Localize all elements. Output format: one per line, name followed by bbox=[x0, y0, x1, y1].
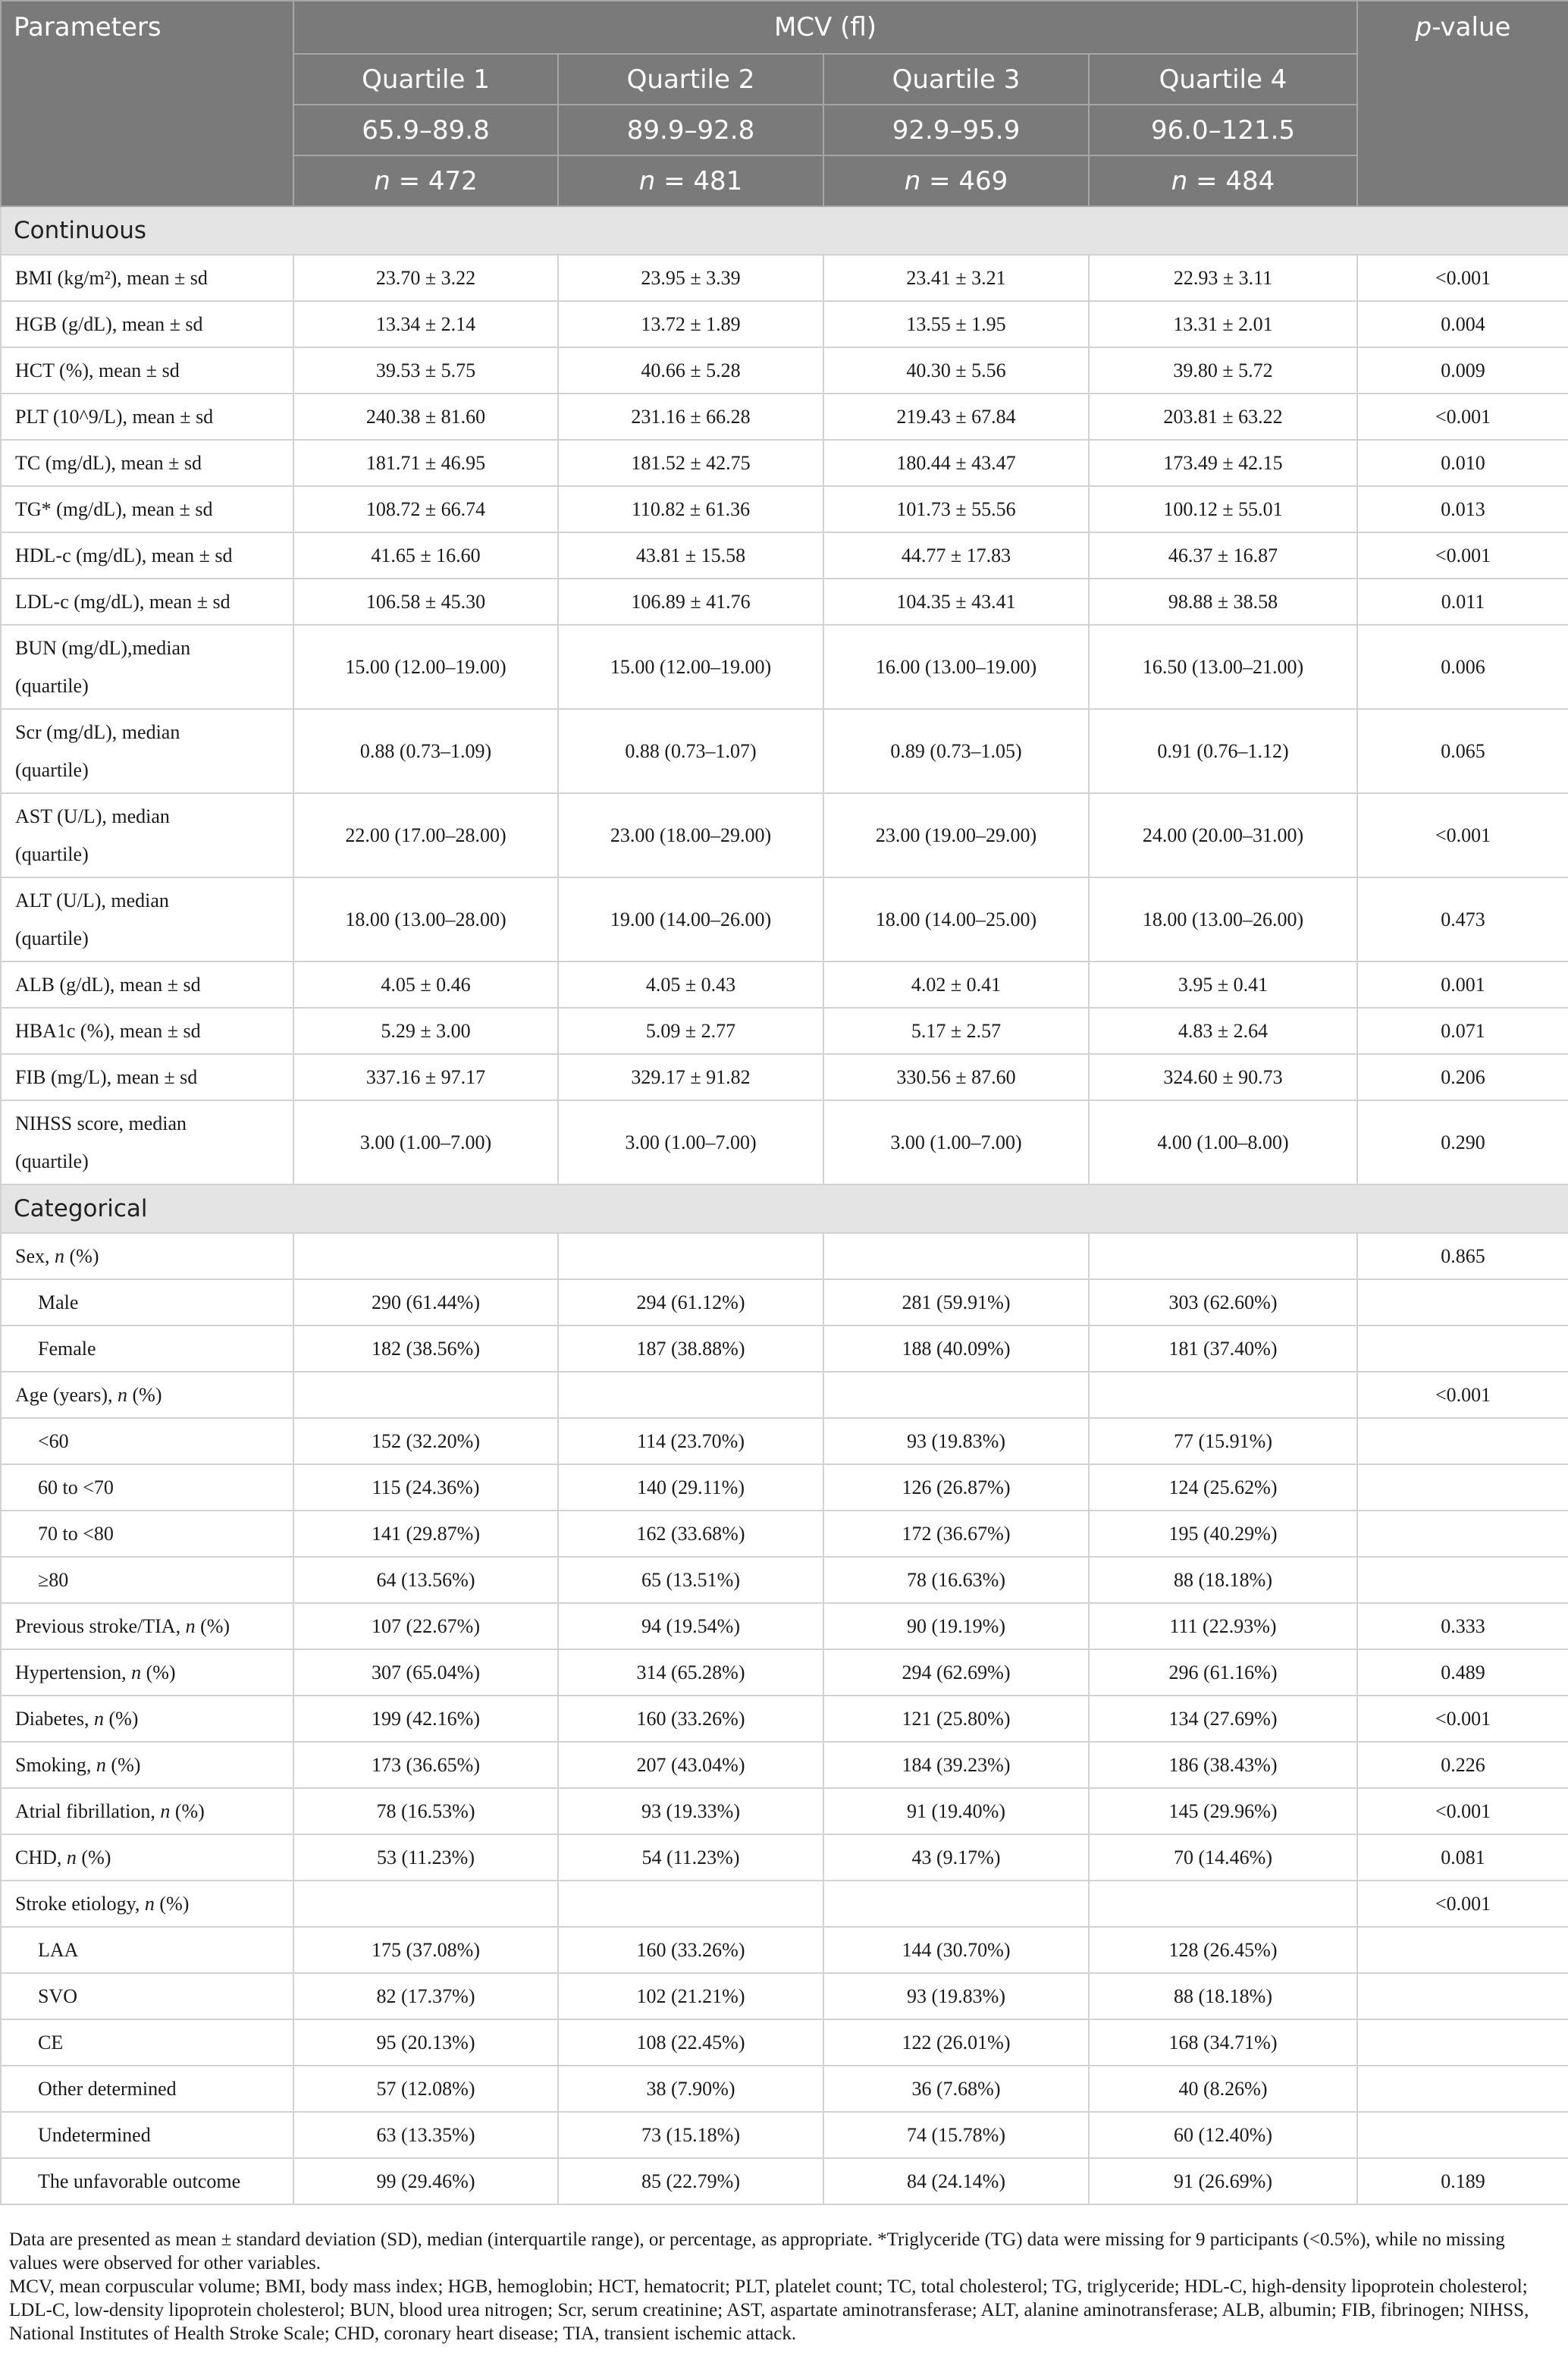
quartile-value-cell: 23.00 (19.00–29.00) bbox=[823, 793, 1089, 877]
quartile-value-cell: 40.66 ± 5.28 bbox=[558, 347, 823, 394]
quartile-value-cell: 94 (19.54%) bbox=[558, 1603, 823, 1649]
p-value-cell: <0.001 bbox=[1357, 793, 1568, 877]
table-footnotes bbox=[9, 2228, 1556, 2345]
quartile-value-cell: 5.29 ± 3.00 bbox=[293, 1008, 558, 1054]
quartile-range: 65.9–89.8 bbox=[293, 105, 558, 155]
p-value-cell: 0.473 bbox=[1357, 877, 1568, 962]
quartile-value-cell: 4.83 ± 2.64 bbox=[1089, 1008, 1357, 1054]
quartile-value-cell bbox=[1089, 1233, 1357, 1279]
p-value-cell: 0.010 bbox=[1357, 440, 1568, 486]
row-label: ALT (U/L), median (quartile) bbox=[1, 877, 293, 962]
p-value-cell: 0.009 bbox=[1357, 347, 1568, 394]
quartile-value-cell: 18.00 (13.00–28.00) bbox=[293, 877, 558, 962]
quartile-value-cell: 57 (12.08%) bbox=[293, 2066, 558, 2112]
quartile-value-cell: 95 (20.13%) bbox=[293, 2019, 558, 2066]
quartile-value-cell: 23.00 (18.00–29.00) bbox=[558, 793, 823, 877]
p-value-cell: 0.865 bbox=[1357, 1233, 1568, 1279]
quartile-value-cell: 122 (26.01%) bbox=[823, 2019, 1089, 2066]
table-row bbox=[1, 1279, 1568, 1326]
quartile-value-cell: 172 (36.67%) bbox=[823, 1511, 1089, 1557]
row-label: HDL-c (mg/dL), mean ± sd bbox=[1, 532, 293, 579]
quartile-value-cell: 107 (22.67%) bbox=[293, 1603, 558, 1649]
quartile-value-cell: 44.77 ± 17.83 bbox=[823, 532, 1089, 579]
quartile-value-cell: 3.00 (1.00–7.00) bbox=[293, 1100, 558, 1184]
p-value-cell: 0.206 bbox=[1357, 1054, 1568, 1100]
quartile-value-cell: 307 (65.04%) bbox=[293, 1649, 558, 1696]
table-row bbox=[1, 579, 1568, 625]
quartile-value-cell: 180.44 ± 43.47 bbox=[823, 440, 1089, 486]
quartile-value-cell: 16.00 (13.00–19.00) bbox=[823, 625, 1089, 709]
quartile-count: n = 481 bbox=[558, 155, 823, 206]
table-row bbox=[1, 2019, 1568, 2066]
quartile-value-cell: 0.88 (0.73–1.07) bbox=[558, 709, 823, 793]
quartile-value-cell: 324.60 ± 90.73 bbox=[1089, 1054, 1357, 1100]
quartile-value-cell: 111 (22.93%) bbox=[1089, 1603, 1357, 1649]
quartile-value-cell bbox=[293, 1372, 558, 1418]
quartile-value-cell: 40.30 ± 5.56 bbox=[823, 347, 1089, 394]
quartile-value-cell: 36 (7.68%) bbox=[823, 2066, 1089, 2112]
pvalue-header: p-value bbox=[1357, 1, 1568, 206]
quartile-value-cell: 145 (29.96%) bbox=[1089, 1788, 1357, 1834]
quartile-count: n = 469 bbox=[823, 155, 1089, 206]
quartile-value-cell: 181 (37.40%) bbox=[1089, 1326, 1357, 1372]
section-label: Categorical bbox=[1, 1184, 1568, 1233]
p-value-cell: 0.081 bbox=[1357, 1834, 1568, 1881]
p-value-cell: 0.290 bbox=[1357, 1100, 1568, 1184]
quartile-value-cell: 91 (19.40%) bbox=[823, 1788, 1089, 1834]
row-label: Stroke etiology, n (%) bbox=[1, 1881, 293, 1927]
quartile-value-cell: 24.00 (20.00–31.00) bbox=[1089, 793, 1357, 877]
table-row bbox=[1, 1788, 1568, 1834]
quartile-count: n = 484 bbox=[1089, 155, 1357, 206]
quartile-value-cell: 330.56 ± 87.60 bbox=[823, 1054, 1089, 1100]
quartile-value-cell: 90 (19.19%) bbox=[823, 1603, 1089, 1649]
table-row bbox=[1, 1008, 1568, 1054]
quartile-value-cell: 126 (26.87%) bbox=[823, 1464, 1089, 1511]
quartile-value-cell bbox=[293, 1881, 558, 1927]
quartile-value-cell bbox=[293, 1233, 558, 1279]
quartile-value-cell: 0.91 (0.76–1.12) bbox=[1089, 709, 1357, 793]
quartile-header: Quartile 1 bbox=[293, 54, 558, 105]
p-value-cell: 0.006 bbox=[1357, 625, 1568, 709]
quartile-value-cell: 5.09 ± 2.77 bbox=[558, 1008, 823, 1054]
quartile-value-cell: 141 (29.87%) bbox=[293, 1511, 558, 1557]
quartile-value-cell: 82 (17.37%) bbox=[293, 1973, 558, 2019]
table-row bbox=[1, 394, 1568, 440]
p-value-cell: <0.001 bbox=[1357, 255, 1568, 301]
table-row bbox=[1, 255, 1568, 301]
quartile-value-cell: 53 (11.23%) bbox=[293, 1834, 558, 1881]
p-value-cell: 0.226 bbox=[1357, 1742, 1568, 1788]
row-label: HCT (%), mean ± sd bbox=[1, 347, 293, 394]
quartile-value-cell: 39.80 ± 5.72 bbox=[1089, 347, 1357, 394]
quartile-value-cell: 78 (16.53%) bbox=[293, 1788, 558, 1834]
row-label: Age (years), n (%) bbox=[1, 1372, 293, 1418]
quartile-value-cell: 15.00 (12.00–19.00) bbox=[293, 625, 558, 709]
quartile-value-cell: 43.81 ± 15.58 bbox=[558, 532, 823, 579]
quartile-value-cell: 106.58 ± 45.30 bbox=[293, 579, 558, 625]
table-row bbox=[1, 1557, 1568, 1603]
row-label: BUN (mg/dL),median (quartile) bbox=[1, 625, 293, 709]
quartile-value-cell: 128 (26.45%) bbox=[1089, 1927, 1357, 1973]
row-label: Other determined bbox=[1, 2066, 293, 2112]
quartile-value-cell: 3.00 (1.00–7.00) bbox=[558, 1100, 823, 1184]
quartile-value-cell: 46.37 ± 16.87 bbox=[1089, 532, 1357, 579]
p-value-cell bbox=[1357, 2112, 1568, 2158]
quartile-value-cell: 41.65 ± 16.60 bbox=[293, 532, 558, 579]
table-row bbox=[1, 962, 1568, 1008]
row-label: CE bbox=[1, 2019, 293, 2066]
quartile-value-cell: 187 (38.88%) bbox=[558, 1326, 823, 1372]
row-label: 70 to <80 bbox=[1, 1511, 293, 1557]
quartile-value-cell: 19.00 (14.00–26.00) bbox=[558, 877, 823, 962]
p-value-cell: <0.001 bbox=[1357, 532, 1568, 579]
quartile-value-cell: 93 (19.83%) bbox=[823, 1418, 1089, 1464]
quartile-value-cell bbox=[1089, 1372, 1357, 1418]
p-value-cell bbox=[1357, 1279, 1568, 1326]
quartile-value-cell: 140 (29.11%) bbox=[558, 1464, 823, 1511]
quartile-count: n = 472 bbox=[293, 155, 558, 206]
quartile-value-cell: 0.88 (0.73–1.09) bbox=[293, 709, 558, 793]
table-row bbox=[1, 1834, 1568, 1881]
p-value-cell: 0.189 bbox=[1357, 2158, 1568, 2204]
quartile-value-cell: 240.38 ± 81.60 bbox=[293, 394, 558, 440]
row-label: Hypertension, n (%) bbox=[1, 1649, 293, 1696]
quartile-value-cell: 38 (7.90%) bbox=[558, 2066, 823, 2112]
quartile-range: 92.9–95.9 bbox=[823, 105, 1089, 155]
quartile-value-cell: 160 (33.26%) bbox=[558, 1927, 823, 1973]
quartile-value-cell: 98.88 ± 38.58 bbox=[1089, 579, 1357, 625]
section-categorical bbox=[1, 1184, 1568, 1233]
p-value-cell bbox=[1357, 1464, 1568, 1511]
quartile-value-cell: 175 (37.08%) bbox=[293, 1927, 558, 1973]
quartile-value-cell: 74 (15.78%) bbox=[823, 2112, 1089, 2158]
row-label: 60 to <70 bbox=[1, 1464, 293, 1511]
quartile-value-cell: 23.95 ± 3.39 bbox=[558, 255, 823, 301]
row-label: AST (U/L), median (quartile) bbox=[1, 793, 293, 877]
row-label: CHD, n (%) bbox=[1, 1834, 293, 1881]
quartile-value-cell: 294 (62.69%) bbox=[823, 1649, 1089, 1696]
quartile-value-cell: 23.70 ± 3.22 bbox=[293, 255, 558, 301]
quartile-value-cell: 152 (32.20%) bbox=[293, 1418, 558, 1464]
row-label: Scr (mg/dL), median (quartile) bbox=[1, 709, 293, 793]
p-value-cell: 0.333 bbox=[1357, 1603, 1568, 1649]
row-label: NIHSS score, median (quartile) bbox=[1, 1100, 293, 1184]
quartile-value-cell: 18.00 (13.00–26.00) bbox=[1089, 877, 1357, 962]
quartile-value-cell: 93 (19.83%) bbox=[823, 1973, 1089, 2019]
quartile-value-cell: 54 (11.23%) bbox=[558, 1834, 823, 1881]
quartile-value-cell: 60 (12.40%) bbox=[1089, 2112, 1357, 2158]
row-label: BMI (kg/m²), mean ± sd bbox=[1, 255, 293, 301]
quartile-value-cell: 77 (15.91%) bbox=[1089, 1418, 1357, 1464]
table-row bbox=[1, 877, 1568, 962]
quartile-value-cell: 144 (30.70%) bbox=[823, 1927, 1089, 1973]
table-row bbox=[1, 709, 1568, 793]
quartile-value-cell: 207 (43.04%) bbox=[558, 1742, 823, 1788]
quartile-value-cell: 121 (25.80%) bbox=[823, 1696, 1089, 1742]
quartile-value-cell: 3.95 ± 0.41 bbox=[1089, 962, 1357, 1008]
row-label: LDL-c (mg/dL), mean ± sd bbox=[1, 579, 293, 625]
table-row bbox=[1, 1464, 1568, 1511]
quartile-value-cell: 100.12 ± 55.01 bbox=[1089, 486, 1357, 532]
quartile-value-cell: 329.17 ± 91.82 bbox=[558, 1054, 823, 1100]
quartile-value-cell: 101.73 ± 55.56 bbox=[823, 486, 1089, 532]
quartile-value-cell: 23.41 ± 3.21 bbox=[823, 255, 1089, 301]
p-value-cell: <0.001 bbox=[1357, 1696, 1568, 1742]
quartile-value-cell: 65 (13.51%) bbox=[558, 1557, 823, 1603]
table-row bbox=[1, 1927, 1568, 1973]
row-label: Diabetes, n (%) bbox=[1, 1696, 293, 1742]
quartile-value-cell: 91 (26.69%) bbox=[1089, 2158, 1357, 2204]
quartile-value-cell: 73 (15.18%) bbox=[558, 2112, 823, 2158]
quartile-value-cell: 16.50 (13.00–21.00) bbox=[1089, 625, 1357, 709]
row-label: Male bbox=[1, 1279, 293, 1326]
quartile-value-cell: 63 (13.35%) bbox=[293, 2112, 558, 2158]
p-value-cell bbox=[1357, 1326, 1568, 1372]
quartile-value-cell: 88 (18.18%) bbox=[1089, 1973, 1357, 2019]
p-value-cell: <0.001 bbox=[1357, 1788, 1568, 1834]
row-label: Sex, n (%) bbox=[1, 1233, 293, 1279]
p-value-cell bbox=[1357, 2066, 1568, 2112]
quartile-value-cell: 124 (25.62%) bbox=[1089, 1464, 1357, 1511]
footnote-abbreviations: MCV, mean corpuscular volume; BMI, body mass index; HGB, hemoglobin; HCT, hematocrit; PLT, platelet count; TC, total cholesterol; TG, triglyceride; HDL-C, high-density lipoprotein cholesterol; LDL-C, low-density lipoprotein cholesterol; BUN, blood urea nitrogen; Scr, serum creatinine; AST, aspartate aminotransferase; ALT, alanine aminotransferase; ALB, albumin; FIB, fibrinogen; NIHSS, National Institutes of Health Stroke Scale; CHD, coronary heart disease; TIA, transient ischemic attack. bbox=[9, 2276, 1529, 2344]
quartile-value-cell: 188 (40.09%) bbox=[823, 1326, 1089, 1372]
p-value-cell: 0.001 bbox=[1357, 962, 1568, 1008]
p-value-cell bbox=[1357, 1418, 1568, 1464]
table-row bbox=[1, 532, 1568, 579]
quartile-value-cell: 18.00 (14.00–25.00) bbox=[823, 877, 1089, 962]
quartile-value-cell: 173 (36.65%) bbox=[293, 1742, 558, 1788]
table-row bbox=[1, 1511, 1568, 1557]
quartile-value-cell: 13.34 ± 2.14 bbox=[293, 301, 558, 347]
quartile-value-cell: 102 (21.21%) bbox=[558, 1973, 823, 2019]
row-label: ≥80 bbox=[1, 1557, 293, 1603]
p-value-cell: 0.011 bbox=[1357, 579, 1568, 625]
quartile-value-cell: 294 (61.12%) bbox=[558, 1279, 823, 1326]
quartile-value-cell: 160 (33.26%) bbox=[558, 1696, 823, 1742]
table-row bbox=[1, 1233, 1568, 1279]
row-label: Undetermined bbox=[1, 2112, 293, 2158]
section-label: Continuous bbox=[1, 206, 1568, 255]
table-row bbox=[1, 486, 1568, 532]
quartile-value-cell: 13.72 ± 1.89 bbox=[558, 301, 823, 347]
quartile-value-cell: 162 (33.68%) bbox=[558, 1511, 823, 1557]
row-label: Atrial fibrillation, n (%) bbox=[1, 1788, 293, 1834]
quartile-header: Quartile 4 bbox=[1089, 54, 1357, 105]
quartile-value-cell: 15.00 (12.00–19.00) bbox=[558, 625, 823, 709]
row-label: Female bbox=[1, 1326, 293, 1372]
parameters-header: Parameters bbox=[1, 1, 293, 206]
quartile-value-cell: 0.89 (0.73–1.05) bbox=[823, 709, 1089, 793]
table-row bbox=[1, 347, 1568, 394]
table-row bbox=[1, 2112, 1568, 2158]
table-row bbox=[1, 625, 1568, 709]
quartile-value-cell: 5.17 ± 2.57 bbox=[823, 1008, 1089, 1054]
row-label: PLT (10^9/L), mean ± sd bbox=[1, 394, 293, 440]
quartile-value-cell: 99 (29.46%) bbox=[293, 2158, 558, 2204]
quartile-value-cell: 203.81 ± 63.22 bbox=[1089, 394, 1357, 440]
p-value-cell: <0.001 bbox=[1357, 1372, 1568, 1418]
quartile-value-cell: 4.05 ± 0.43 bbox=[558, 962, 823, 1008]
quartile-value-cell: 186 (38.43%) bbox=[1089, 1742, 1357, 1788]
table-row bbox=[1, 1326, 1568, 1372]
table-row bbox=[1, 1372, 1568, 1418]
quartile-value-cell: 43 (9.17%) bbox=[823, 1834, 1089, 1881]
quartile-value-cell: 184 (39.23%) bbox=[823, 1742, 1089, 1788]
quartile-header: Quartile 2 bbox=[558, 54, 823, 105]
quartile-value-cell: 173.49 ± 42.15 bbox=[1089, 440, 1357, 486]
quartile-value-cell: 314 (65.28%) bbox=[558, 1649, 823, 1696]
table-row bbox=[1, 1100, 1568, 1184]
quartile-value-cell bbox=[823, 1372, 1089, 1418]
quartile-value-cell bbox=[823, 1881, 1089, 1927]
table-row bbox=[1, 793, 1568, 877]
quartile-value-cell: 85 (22.79%) bbox=[558, 2158, 823, 2204]
quartile-value-cell: 110.82 ± 61.36 bbox=[558, 486, 823, 532]
quartile-value-cell: 281 (59.91%) bbox=[823, 1279, 1089, 1326]
table-row bbox=[1, 1881, 1568, 1927]
quartile-value-cell: 181.52 ± 42.75 bbox=[558, 440, 823, 486]
row-label: The unfavorable outcome bbox=[1, 2158, 293, 2204]
row-label: SVO bbox=[1, 1973, 293, 2019]
row-label: LAA bbox=[1, 1927, 293, 1973]
quartile-value-cell: 88 (18.18%) bbox=[1089, 1557, 1357, 1603]
p-value-cell: <0.001 bbox=[1357, 1881, 1568, 1927]
quartile-value-cell: 22.93 ± 3.11 bbox=[1089, 255, 1357, 301]
quartile-value-cell bbox=[558, 1233, 823, 1279]
row-label: HBA1c (%), mean ± sd bbox=[1, 1008, 293, 1054]
table-row bbox=[1, 1649, 1568, 1696]
quartile-value-cell: 78 (16.63%) bbox=[823, 1557, 1089, 1603]
quartile-value-cell: 4.02 ± 0.41 bbox=[823, 962, 1089, 1008]
quartile-value-cell: 93 (19.33%) bbox=[558, 1788, 823, 1834]
quartile-value-cell: 108.72 ± 66.74 bbox=[293, 486, 558, 532]
row-label: Previous stroke/TIA, n (%) bbox=[1, 1603, 293, 1649]
quartile-value-cell: 195 (40.29%) bbox=[1089, 1511, 1357, 1557]
quartile-value-cell: 337.16 ± 97.17 bbox=[293, 1054, 558, 1100]
p-value-cell: 0.489 bbox=[1357, 1649, 1568, 1696]
row-label: Smoking, n (%) bbox=[1, 1742, 293, 1788]
quartile-value-cell: 13.31 ± 2.01 bbox=[1089, 301, 1357, 347]
quartile-value-cell: 134 (27.69%) bbox=[1089, 1696, 1357, 1742]
table-row bbox=[1, 440, 1568, 486]
p-value-cell bbox=[1357, 1973, 1568, 2019]
table-row bbox=[1, 1973, 1568, 2019]
quartile-value-cell: 4.05 ± 0.46 bbox=[293, 962, 558, 1008]
table-row bbox=[1, 301, 1568, 347]
table-row bbox=[1, 1742, 1568, 1788]
quartile-value-cell: 84 (24.14%) bbox=[823, 2158, 1089, 2204]
footnote-data-presentation: Data are presented as mean ± standard deviation (SD), median (interquartile range), or percentage, as appropriate. *Triglyceride (TG) data were missing for 9 participants (<0.5%), while no missing values were observed for other variables. bbox=[9, 2229, 1505, 2273]
table-row bbox=[1, 1696, 1568, 1742]
quartile-range: 96.0–121.5 bbox=[1089, 105, 1357, 155]
quartile-value-cell: 199 (42.16%) bbox=[293, 1696, 558, 1742]
table-row bbox=[1, 1418, 1568, 1464]
p-value-cell bbox=[1357, 1511, 1568, 1557]
table-row bbox=[1, 1603, 1568, 1649]
row-label: FIB (mg/L), mean ± sd bbox=[1, 1054, 293, 1100]
quartile-value-cell: 108 (22.45%) bbox=[558, 2019, 823, 2066]
table-row bbox=[1, 1054, 1568, 1100]
quartile-value-cell: 4.00 (1.00–8.00) bbox=[1089, 1100, 1357, 1184]
quartile-value-cell bbox=[558, 1372, 823, 1418]
row-label: ALB (g/dL), mean ± sd bbox=[1, 962, 293, 1008]
quartile-value-cell: 70 (14.46%) bbox=[1089, 1834, 1357, 1881]
p-value-cell: <0.001 bbox=[1357, 394, 1568, 440]
p-value-cell: 0.004 bbox=[1357, 301, 1568, 347]
quartile-value-cell: 104.35 ± 43.41 bbox=[823, 579, 1089, 625]
p-value-cell bbox=[1357, 1557, 1568, 1603]
table-row bbox=[1, 2158, 1568, 2204]
quartile-value-cell bbox=[823, 1233, 1089, 1279]
quartile-value-cell: 290 (61.44%) bbox=[293, 1279, 558, 1326]
quartile-value-cell: 106.89 ± 41.76 bbox=[558, 579, 823, 625]
quartile-value-cell: 40 (8.26%) bbox=[1089, 2066, 1357, 2112]
p-value-cell: 0.065 bbox=[1357, 709, 1568, 793]
quartile-value-cell bbox=[1089, 1881, 1357, 1927]
quartile-value-cell: 182 (38.56%) bbox=[293, 1326, 558, 1372]
p-value-cell: 0.013 bbox=[1357, 486, 1568, 532]
quartile-value-cell: 231.16 ± 66.28 bbox=[558, 394, 823, 440]
table-body bbox=[1, 206, 1568, 2204]
quartile-value-cell: 296 (61.16%) bbox=[1089, 1649, 1357, 1696]
quartile-value-cell: 22.00 (17.00–28.00) bbox=[293, 793, 558, 877]
section-continuous bbox=[1, 206, 1568, 255]
quartile-range: 89.9–92.8 bbox=[558, 105, 823, 155]
quartile-value-cell: 39.53 ± 5.75 bbox=[293, 347, 558, 394]
mcv-group-header: MCV (fl) bbox=[293, 1, 1357, 54]
quartile-value-cell: 181.71 ± 46.95 bbox=[293, 440, 558, 486]
quartile-value-cell bbox=[558, 1881, 823, 1927]
quartile-value-cell: 13.55 ± 1.95 bbox=[823, 301, 1089, 347]
row-label: <60 bbox=[1, 1418, 293, 1464]
quartile-value-cell: 168 (34.71%) bbox=[1089, 2019, 1357, 2066]
p-value-cell: 0.071 bbox=[1357, 1008, 1568, 1054]
quartile-value-cell: 115 (24.36%) bbox=[293, 1464, 558, 1511]
quartile-value-cell: 303 (62.60%) bbox=[1089, 1279, 1357, 1326]
quartile-header: Quartile 3 bbox=[823, 54, 1089, 105]
p-value-cell bbox=[1357, 2019, 1568, 2066]
quartile-value-cell: 219.43 ± 67.84 bbox=[823, 394, 1089, 440]
header-row-groups bbox=[1, 1, 1568, 54]
quartile-value-cell: 114 (23.70%) bbox=[558, 1418, 823, 1464]
row-label: TG* (mg/dL), mean ± sd bbox=[1, 486, 293, 532]
row-label: HGB (g/dL), mean ± sd bbox=[1, 301, 293, 347]
table-row bbox=[1, 2066, 1568, 2112]
row-label: TC (mg/dL), mean ± sd bbox=[1, 440, 293, 486]
p-value-cell bbox=[1357, 1927, 1568, 1973]
quartile-value-cell: 64 (13.56%) bbox=[293, 1557, 558, 1603]
quartile-value-cell: 3.00 (1.00–7.00) bbox=[823, 1100, 1089, 1184]
